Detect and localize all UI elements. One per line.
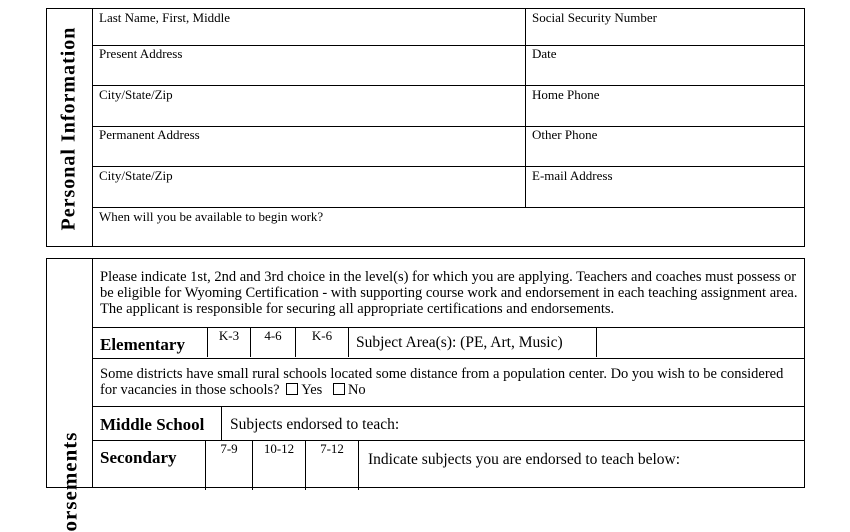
secondary-10-12-box[interactable] bbox=[253, 441, 305, 489]
present-address-field[interactable] bbox=[93, 46, 525, 85]
rural-yes-checkbox[interactable] bbox=[286, 383, 298, 395]
elementary-k3-box[interactable] bbox=[208, 328, 250, 357]
availability-label: When will you be available to begin work? bbox=[99, 209, 324, 224]
present-city-state-zip-label: City/State/Zip bbox=[99, 87, 173, 102]
elementary-k3-label: K-3 bbox=[218, 328, 240, 343]
present-address-label: Present Address bbox=[99, 46, 183, 61]
rural-question bbox=[100, 366, 790, 398]
rural-no-checkbox[interactable] bbox=[333, 383, 345, 395]
secondary-7-12-box[interactable] bbox=[306, 441, 358, 489]
subject-area-field[interactable] bbox=[349, 328, 597, 357]
subject-area-label: Subject Area(s): (PE, Art, Music) bbox=[356, 334, 563, 351]
permanent-address-field[interactable] bbox=[93, 127, 525, 166]
personal-information-section bbox=[46, 8, 805, 247]
elementary-4-6-box[interactable] bbox=[251, 328, 295, 357]
personal-information-title: Personal Information bbox=[57, 26, 80, 231]
other-phone-field[interactable] bbox=[526, 127, 804, 166]
other-phone-label: Other Phone bbox=[532, 127, 598, 142]
endorsements-sidebar bbox=[47, 259, 93, 532]
middle-school-subjects-field[interactable] bbox=[222, 407, 804, 440]
secondary-10-12-label: 10-12 bbox=[263, 441, 295, 456]
elementary-label: Elementary bbox=[100, 335, 185, 354]
name-label: Last Name, First, Middle bbox=[99, 10, 231, 25]
endorsements-section bbox=[46, 258, 805, 532]
rural-yes-label: Yes bbox=[301, 382, 323, 398]
permanent-address-label: Permanent Address bbox=[99, 127, 200, 142]
grade-cell-divider bbox=[358, 440, 359, 490]
permanent-city-state-zip-field[interactable] bbox=[93, 167, 525, 207]
email-label: E-mail Address bbox=[532, 168, 613, 183]
row-divider bbox=[93, 358, 804, 359]
date-label: Date bbox=[532, 46, 557, 61]
home-phone-label: Home Phone bbox=[532, 87, 600, 102]
name-field[interactable] bbox=[93, 9, 525, 45]
endorsement-instructions: Please indicate 1st, 2nd and 3rd choice in the level(s) for which you are applying. Teachers and coaches must possess or be eligible for Wyoming Certification - with supporting course work and endorsement in each teaching assignment area. The applicant is responsible for securing all appropriate certifications and endorsements. bbox=[100, 269, 798, 317]
secondary-label: Secondary bbox=[100, 448, 177, 467]
middle-school-label: Middle School bbox=[100, 415, 205, 434]
row-divider bbox=[93, 440, 804, 441]
date-field[interactable] bbox=[526, 46, 804, 85]
availability-field[interactable] bbox=[93, 208, 804, 246]
elementary-k6-box[interactable] bbox=[296, 328, 348, 357]
secondary-7-12-label: 7-12 bbox=[320, 441, 344, 456]
email-field[interactable] bbox=[526, 167, 804, 207]
secondary-7-9-label: 7-9 bbox=[220, 441, 238, 456]
secondary-subjects-label: Indicate subjects you are endorsed to teach below: bbox=[368, 451, 681, 468]
personal-information-sidebar bbox=[47, 9, 93, 246]
secondary-7-9-box[interactable] bbox=[206, 441, 252, 489]
permanent-city-state-zip-label: City/State/Zip bbox=[99, 168, 173, 183]
elementary-4-6-label: 4-6 bbox=[264, 328, 282, 343]
rural-question-text: Some districts have small rural schools located some distance from a population center. Do you wish to be considered for vacancies in those schools? bbox=[100, 366, 784, 398]
home-phone-field[interactable] bbox=[526, 86, 804, 126]
middle-school-subjects-label: Subjects endorsed to teach: bbox=[230, 416, 400, 433]
ssn-field[interactable] bbox=[526, 9, 804, 45]
rural-no-label: No bbox=[347, 382, 366, 398]
present-city-state-zip-field[interactable] bbox=[93, 86, 525, 126]
elementary-k6-label: K-6 bbox=[311, 328, 333, 343]
endorsements-title: orsements bbox=[57, 431, 82, 532]
ssn-label: Social Security Number bbox=[532, 10, 657, 25]
